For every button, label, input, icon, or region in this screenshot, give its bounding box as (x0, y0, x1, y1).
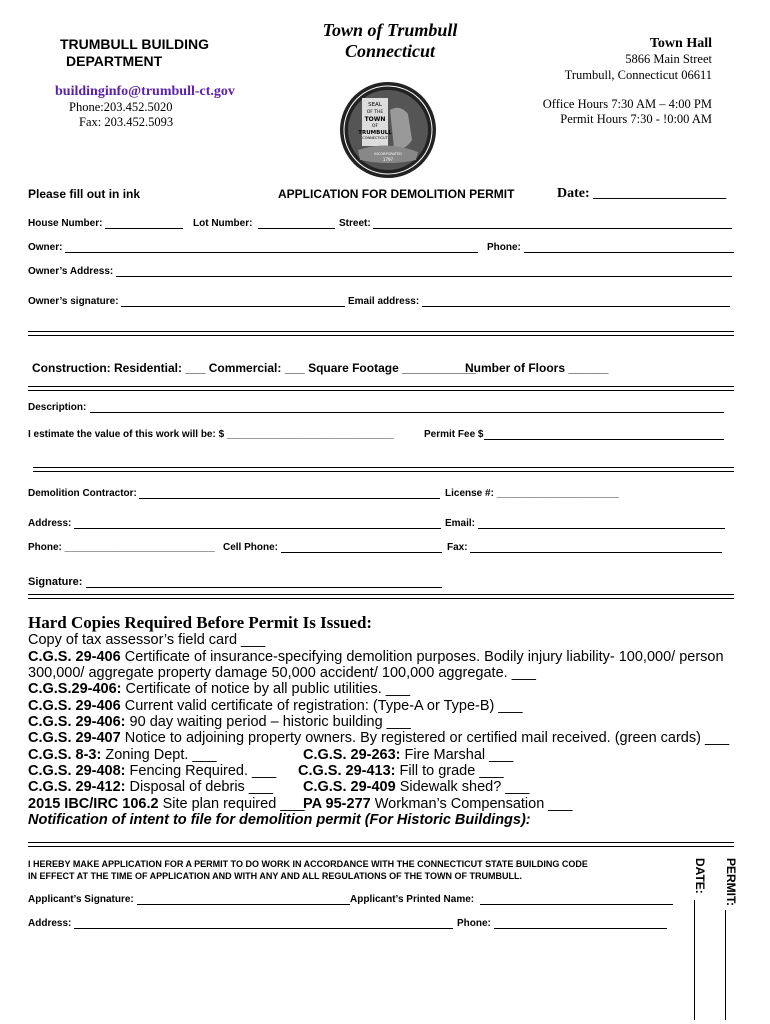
application-statement (28, 858, 588, 882)
dept-fax: Fax: 203.452.5093 (79, 115, 174, 129)
owner-label: Owner: (28, 242, 63, 253)
req-code: 2015 IBC/IRC 106.2 (28, 796, 159, 812)
divider (28, 386, 734, 391)
seal-text-state: CONNECTICUT (362, 136, 388, 140)
seal-text-of: OF THE (366, 110, 384, 115)
printed-name-label: Applicant’s Printed Name: (350, 894, 475, 905)
contractor-address-label: Address: (28, 518, 72, 529)
applicant-phone-label: Phone: (457, 918, 491, 929)
req-zoning (28, 747, 217, 763)
number-of-floors[interactable]: Number of Floors ______ (465, 361, 609, 375)
owner-address-label: Owner’s Address: (28, 266, 114, 277)
permit-vertical-label: PERMIT: (724, 858, 738, 906)
lot-number-field[interactable] (258, 228, 335, 229)
req-site-plan (28, 796, 304, 812)
town-hall-label: Town Hall (649, 36, 712, 51)
seal-text-name: TRUMBULL (358, 130, 392, 136)
req-text: Fire Marshal ___ (400, 747, 514, 763)
req-workmans-comp (303, 796, 572, 812)
seal-text-year: 1797 (382, 157, 394, 162)
req-insurance (28, 649, 724, 665)
contractor-label: Demolition Contractor: (28, 488, 137, 499)
req-code: C.G.S. 29-409 (303, 779, 396, 795)
construction-type[interactable]: Construction: Residential: ___ Commercial: ___ Square Footage ___________ (32, 361, 476, 375)
req-waiting (28, 714, 411, 730)
contractor-phone-field[interactable]: Phone: ___________________________ (28, 542, 215, 553)
street-label: Street: (339, 218, 371, 229)
owner-phone-label: Phone: (487, 242, 521, 253)
hard-copies-heading: Hard Copies Required Before Permit Is Issued: (28, 613, 373, 632)
req-text: Sidewalk shed? ___ (395, 779, 530, 795)
divider (28, 594, 734, 599)
fax-label: Fax: (447, 542, 468, 553)
req-insurance-cont (28, 665, 536, 681)
license-field[interactable]: License #: ______________________ (445, 488, 620, 499)
owner-signature-field[interactable] (121, 306, 345, 307)
permit-vertical-line[interactable] (725, 910, 727, 1020)
town-line-1: Town of Trumbull (322, 20, 458, 40)
req-code: C.G.S. 29-407 (28, 730, 121, 746)
seal-text-town: TOWN (364, 116, 386, 123)
req-text: Copy of tax assessor’s field card ___ (28, 632, 266, 648)
cell-phone-label: Cell Phone: (223, 542, 279, 553)
applicant-signature-field[interactable] (137, 904, 350, 905)
req-fill (298, 763, 504, 779)
req-code: C.G.S.29-406: (28, 681, 122, 697)
req-code: C.G.S. 29-413: (298, 763, 396, 779)
dept-line-2: DEPARTMENT (66, 53, 163, 69)
owner-signature-label: Owner’s signature: (28, 296, 119, 307)
contractor-email-field[interactable] (478, 528, 725, 529)
owner-email-label: Email address: (348, 296, 420, 307)
fax-field[interactable] (470, 552, 722, 553)
req-tax-card (28, 632, 265, 648)
applicant-signature-label: Applicant’s Signature: (28, 894, 134, 905)
divider (28, 842, 734, 847)
ink-note: Please fill out in ink (28, 187, 141, 201)
req-code: C.G.S. 29-408: (28, 763, 126, 779)
description-field[interactable] (90, 412, 724, 413)
seal-text-of2: OF (371, 124, 379, 129)
req-text: Fencing Required. ___ (125, 763, 277, 779)
contractor-email-label: Email: (445, 518, 476, 529)
permit-hours: Permit Hours 7:30 - !0:00 AM (560, 112, 712, 126)
dept-name (60, 36, 209, 70)
owner-phone-field[interactable] (524, 252, 734, 253)
date-vertical-label: DATE: (693, 858, 707, 894)
town-title (300, 20, 480, 62)
req-code: C.G.S. 29-406 (28, 698, 121, 714)
dept-line-1: TRUMBULL BUILDING (60, 36, 210, 52)
permit-fee-field[interactable] (484, 439, 724, 440)
house-number-label: House Number: (28, 218, 103, 229)
street-field[interactable] (373, 228, 732, 229)
town-seal (338, 80, 438, 180)
req-debris (28, 779, 273, 795)
dept-phone: Phone:203.452.5020 (69, 100, 173, 114)
divider (28, 331, 734, 336)
req-text: Fill to grade ___ (395, 763, 504, 779)
applicant-address-label: Address: (28, 918, 72, 929)
owner-field[interactable] (65, 252, 478, 253)
owner-address-field[interactable] (116, 276, 732, 277)
req-registration (28, 698, 523, 714)
req-sidewalk (303, 779, 530, 795)
req-code: C.G.S. 29-263: (303, 747, 401, 763)
req-text: Zoning Dept. ___ (101, 747, 217, 763)
req-text: Site plan required ___ (158, 796, 305, 812)
applicant-address-field[interactable] (74, 928, 453, 929)
office-hours: Office Hours 7:30 AM – 4:00 PM (542, 97, 712, 111)
seal-icon (338, 80, 438, 180)
contractor-address-field[interactable] (74, 528, 441, 529)
req-text: Workman’s Compensation ___ (370, 796, 573, 812)
signature-field[interactable] (86, 587, 442, 588)
seal-text-top: SEAL (368, 102, 382, 108)
town-hall-city: Trumbull, Connecticut 06611 (564, 68, 712, 82)
estimate-field[interactable]: I estimate the value of this work will be: $ ______________________________ (28, 429, 394, 440)
town-line-2: Connecticut (344, 41, 435, 61)
house-number-field[interactable] (105, 228, 183, 229)
owner-email-field[interactable] (422, 306, 730, 307)
req-utilities (28, 681, 410, 697)
req-code: C.G.S. 29-412: (28, 779, 126, 795)
contractor-field[interactable] (139, 498, 440, 499)
req-adjoining (28, 730, 729, 746)
req-fire-marshal (303, 747, 513, 763)
req-text: Notice to adjoining property owners. By registered or certified mail received. (green cards) ___ (120, 730, 730, 746)
seal-text-inc: INCORPORATED (374, 152, 402, 156)
req-text: Disposal of debris ___ (125, 779, 274, 795)
lot-number-label: Lot Number: (193, 218, 253, 229)
req-text: 300,000/ aggregate property damage 50,000 accident/ 100,000 aggregate. ___ (28, 665, 536, 681)
historic-notification: Notification of intent to file for demolition permit (For Historic Buildings): (28, 812, 531, 828)
signature-label: Signature: (28, 576, 83, 588)
description-label: Description: (28, 402, 87, 413)
town-hall-street: 5866 Main Street (625, 52, 712, 66)
req-code: C.G.S. 8-3: (28, 747, 102, 763)
email-link[interactable]: buildinginfo@trumbull-ct.gov (55, 84, 235, 99)
form-title: APPLICATION FOR DEMOLITION PERMIT (278, 187, 515, 201)
date-field[interactable]: Date: ___________________ (557, 186, 727, 201)
statement-line-2: IN EFFECT AT THE TIME OF APPLICATION AND WITH ANY AND ALL REGULATIONS OF THE TOWN OF TRUMBULL. (28, 871, 522, 881)
req-code: C.G.S. 29-406 (28, 649, 121, 665)
statement-line-1: I HEREBY MAKE APPLICATION FOR A PERMIT TO DO WORK IN ACCORDANCE WITH THE CONNECTICUT STATE BUILDING CODE (28, 859, 588, 869)
applicant-phone-field[interactable] (494, 928, 667, 929)
permit-fee-label: Permit Fee $ (424, 429, 484, 440)
req-text: Certificate of notice by all public utilities. ___ (121, 681, 411, 697)
req-fencing (28, 763, 276, 779)
divider (33, 467, 734, 472)
date-vertical-line[interactable] (694, 900, 696, 1020)
cell-phone-field[interactable] (281, 552, 442, 553)
req-code: C.G.S. 29-406: (28, 714, 126, 730)
req-text: Certificate of insurance-specifying demolition purposes. Bodily injury liability- 100,000/ person (120, 649, 724, 665)
req-text: Current valid certificate of registration: (Type-A or Type-B) ___ (120, 698, 523, 714)
req-code: PA 95-277 (303, 796, 371, 812)
req-text: 90 day waiting period – historic building ___ (125, 714, 411, 730)
printed-name-field[interactable] (480, 904, 673, 905)
